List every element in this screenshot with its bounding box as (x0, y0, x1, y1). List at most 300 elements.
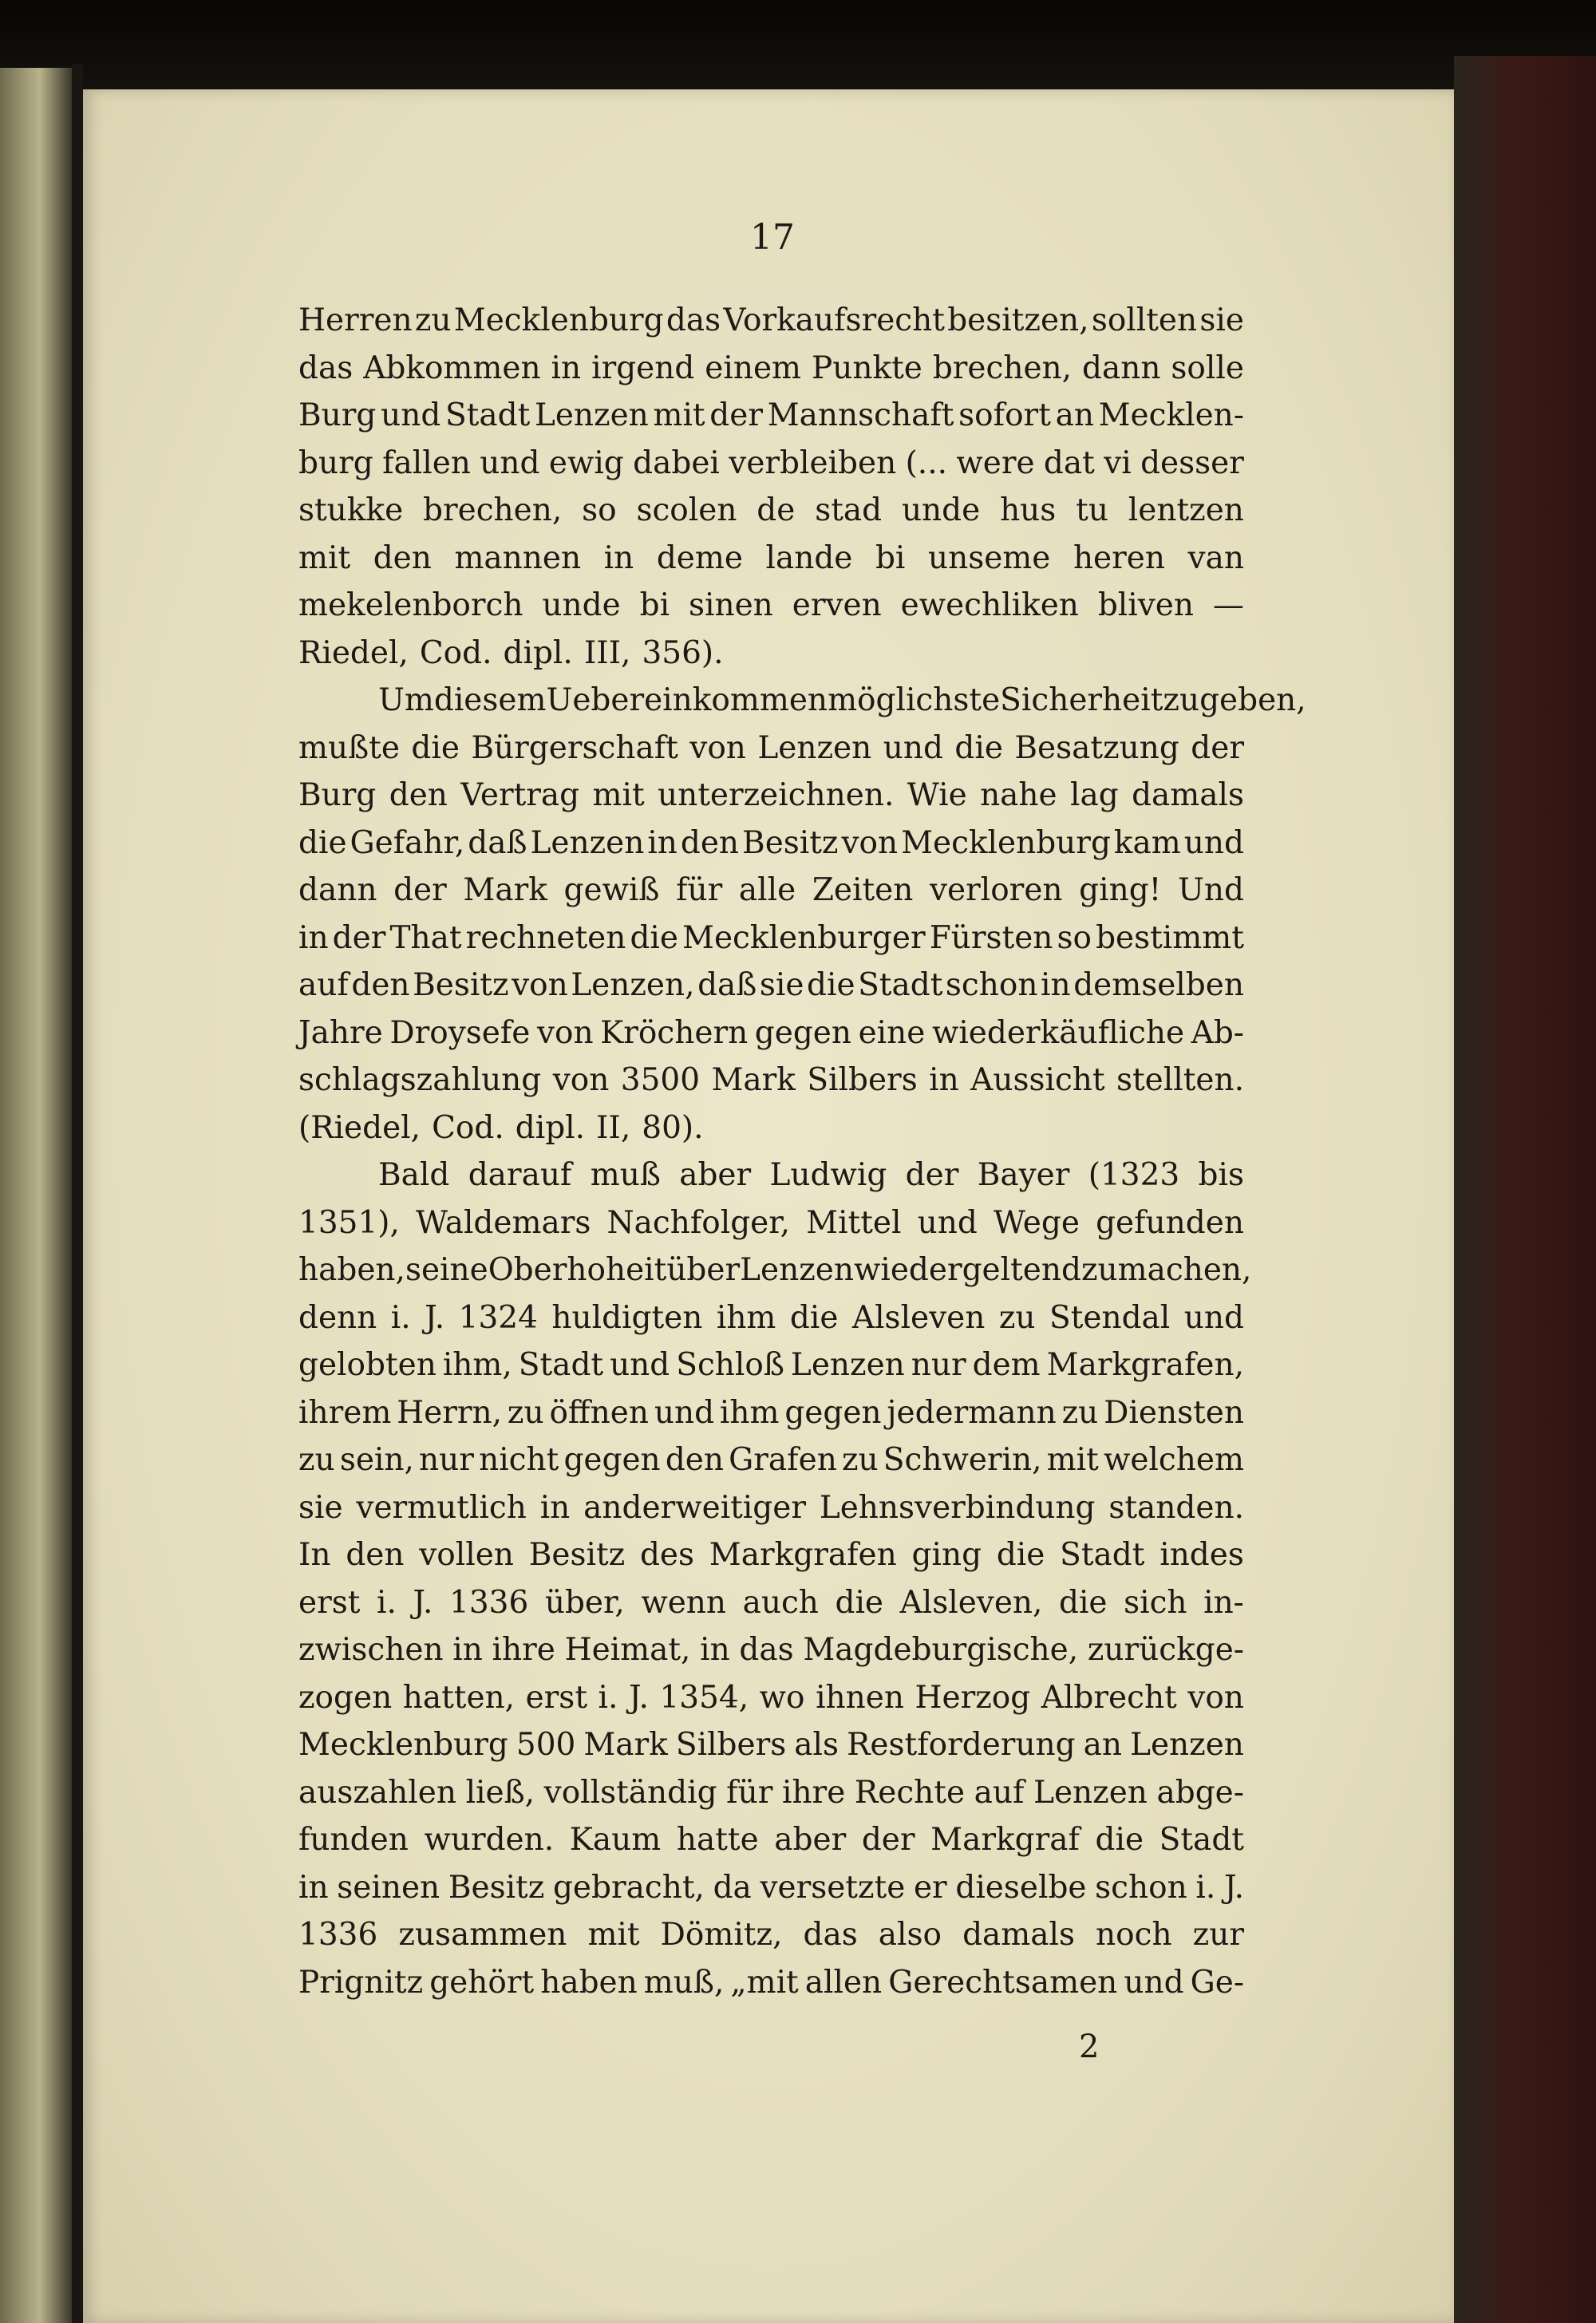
word: bliven (1097, 587, 1194, 623)
word: Stadt (1060, 1537, 1145, 1573)
word: ging (911, 1537, 982, 1573)
word: dieselbe (955, 1869, 1087, 1906)
text-line (298, 1769, 1244, 1817)
word: und (381, 397, 441, 433)
word: i. (390, 1299, 411, 1336)
word: verbleiben (729, 444, 897, 481)
word: der (861, 1822, 915, 1858)
word: Lenzen (790, 1347, 905, 1383)
word: hus (1000, 492, 1057, 528)
word: 3500 (620, 1062, 701, 1098)
word: wieder (853, 1252, 962, 1288)
word: van (1187, 539, 1244, 576)
word: das (666, 302, 721, 338)
word: auf (298, 967, 349, 1003)
word: auszahlen (298, 1774, 456, 1811)
word: in (647, 824, 678, 861)
word: (... (905, 444, 947, 481)
word: mekelenborch (298, 587, 523, 623)
word: hatte (676, 1822, 759, 1858)
word: zu (298, 1442, 335, 1478)
word: sich (1124, 1584, 1187, 1621)
text-line (298, 1009, 1244, 1057)
word: in (700, 1632, 730, 1668)
word: denn (298, 1299, 377, 1336)
word: bestimmt (1096, 919, 1244, 956)
word: muß (590, 1157, 661, 1193)
word: Grafen (729, 1442, 837, 1478)
text-line (298, 867, 1244, 915)
text-line (298, 1294, 1244, 1342)
word: Punkte (811, 350, 922, 386)
word: standen. (1108, 1489, 1244, 1526)
word: versetzte (760, 1869, 906, 1906)
word: Lenzen (740, 1252, 854, 1288)
word: Bürgerschaft (471, 729, 678, 766)
word: indes (1159, 1537, 1244, 1573)
word: Heimat, (564, 1632, 691, 1668)
text-line (298, 1152, 1244, 1199)
text-line (298, 1864, 1244, 1912)
word: damals (962, 1917, 1075, 1953)
word: gefunden (1096, 1204, 1244, 1241)
word: öffnen (549, 1394, 649, 1431)
previous-page-edge (0, 68, 72, 2323)
word: die (835, 1584, 884, 1621)
word: vermutlich (356, 1489, 527, 1526)
word: Prignitz (298, 1964, 424, 2001)
word: Markgraf (930, 1822, 1080, 1858)
word: vi (1104, 444, 1132, 481)
body-text (298, 297, 1306, 2006)
word: seine (405, 1252, 488, 1288)
word: Restforderung (847, 1727, 1076, 1763)
word: ewechliken (900, 587, 1079, 623)
word: i. (1195, 1869, 1216, 1906)
word: „mit (730, 1964, 799, 2001)
word: gelobten (298, 1347, 437, 1383)
word: heren (1073, 539, 1165, 576)
word: er (913, 1869, 947, 1906)
word: Alsleven, (899, 1584, 1043, 1621)
word: der (905, 1157, 959, 1193)
word: und (654, 1394, 715, 1431)
word: in (1041, 967, 1071, 1003)
word: Uebereinkommen (546, 682, 828, 718)
word: geben, (1199, 682, 1306, 718)
text-line (298, 962, 1244, 1009)
word: gegen (754, 1014, 852, 1051)
word: brechen, (423, 492, 563, 528)
word: Mittel (806, 1204, 902, 1241)
word: Um (378, 682, 434, 718)
word: dann (298, 872, 377, 908)
word: dabei (633, 444, 720, 481)
word: nur (419, 1442, 474, 1478)
word: mit (653, 397, 705, 433)
text-line (298, 1626, 1244, 1674)
word: Waldemars (416, 1204, 591, 1241)
word: haben (540, 1964, 638, 2001)
word: fallen (382, 444, 471, 481)
word: 80). (642, 1109, 704, 1146)
word: zu (998, 1299, 1036, 1336)
word: und (1183, 1299, 1244, 1336)
word: und (610, 1347, 670, 1383)
word: in (929, 1062, 959, 1098)
word: Burg (298, 777, 377, 813)
word: mannen (454, 539, 582, 576)
word: ihm (719, 1394, 780, 1431)
word: Droysefe (389, 1014, 531, 1051)
text-line (298, 1674, 1244, 1722)
word: gewiß (563, 872, 660, 908)
word: Mecklenburg (453, 302, 664, 338)
word: anderweitiger (583, 1489, 806, 1526)
word: deme (656, 539, 743, 576)
word: ihm, (442, 1347, 512, 1383)
word: huldigten (551, 1299, 703, 1336)
word: 1354, (659, 1679, 749, 1716)
word: in- (1203, 1584, 1244, 1621)
word: burg (298, 444, 373, 481)
word: unterzeichnen. (657, 777, 895, 813)
signature-mark: 2 (1079, 2029, 1100, 2065)
word: diesem (433, 682, 547, 718)
word: zu (1163, 682, 1200, 718)
word: von (552, 1062, 610, 1098)
word: an (1083, 1727, 1123, 1763)
word: Zeiten (812, 872, 914, 908)
word: und (917, 1204, 978, 1241)
word: besitzen, (947, 302, 1089, 338)
word: die (1058, 1584, 1108, 1621)
word: hatten, (402, 1679, 516, 1716)
word: das (298, 350, 354, 386)
word: verloren (929, 872, 1063, 908)
word: den (680, 824, 740, 861)
word: die (1095, 1822, 1144, 1858)
word: an (1055, 397, 1094, 433)
word: Gefahr, (350, 824, 465, 861)
text-line (298, 582, 1244, 630)
word: des (639, 1537, 695, 1573)
word: J. (413, 1584, 433, 1621)
word: Dömitz, (660, 1917, 783, 1953)
word: welchem (1103, 1442, 1244, 1478)
word: stellten. (1116, 1062, 1244, 1098)
word: Schloß (676, 1347, 784, 1383)
word: stad (815, 492, 883, 528)
word: von (1187, 1679, 1244, 1716)
word: dat (1043, 444, 1095, 481)
word: von (512, 967, 568, 1003)
word: (Riedel, (298, 1109, 421, 1146)
word: Stadt (444, 397, 531, 433)
word: Mecklenburger (682, 919, 926, 956)
text-line (298, 725, 1244, 772)
word: der (709, 397, 763, 433)
word: aber (679, 1157, 752, 1193)
word: ging! (1079, 872, 1162, 908)
text-line (298, 297, 1244, 345)
word: ihnen (816, 1679, 904, 1716)
word: de (757, 492, 796, 528)
word: in (452, 1632, 483, 1668)
word: den (346, 1537, 405, 1573)
word: vollen (419, 1537, 514, 1573)
word: Silbers (675, 1727, 787, 1763)
word: unde (542, 587, 621, 623)
word: zu (1080, 1252, 1118, 1288)
word: Ge- (1190, 1964, 1244, 2001)
word: wurden. (424, 1822, 555, 1858)
word: sinen (689, 587, 773, 623)
word: (1323 (1088, 1157, 1180, 1193)
word: auf (974, 1774, 1025, 1811)
word: unde (901, 492, 981, 528)
text-line (298, 1341, 1244, 1389)
word: J. (1223, 1869, 1244, 1906)
word: Mannschaft (767, 397, 954, 433)
word: Diensten (1104, 1394, 1244, 1431)
word: in (539, 1489, 571, 1526)
word: von (536, 1014, 594, 1051)
text-line (298, 1057, 1244, 1104)
binding-top (0, 0, 1596, 96)
word: Herren (298, 302, 413, 338)
word: dem (972, 1347, 1041, 1383)
text-line (298, 820, 1244, 867)
word: wenn (641, 1584, 727, 1621)
word: wiederkäufliche (931, 1014, 1185, 1051)
book-cover-edge (1454, 56, 1596, 2323)
word: geltend (962, 1252, 1081, 1288)
word: Mark (583, 1727, 668, 1763)
word: J. (425, 1299, 445, 1336)
word: kam (1113, 824, 1181, 861)
word: Burg (298, 397, 377, 433)
word: Cod. (419, 634, 492, 671)
word: gegen (563, 1442, 661, 1478)
text-line (298, 1816, 1244, 1864)
word: Kaum (569, 1822, 662, 1858)
word: That (389, 919, 462, 956)
word: die (996, 1537, 1045, 1573)
text-line (298, 1911, 1244, 1959)
word: mit (587, 1917, 640, 1953)
word: Besitz (742, 824, 839, 861)
word: zu (507, 1394, 544, 1431)
word: Kröchern (600, 1014, 749, 1051)
word: brechen, (932, 350, 1073, 386)
word: sein, (339, 1442, 414, 1478)
word: Aussicht (970, 1062, 1105, 1098)
word: Stadt (1159, 1822, 1244, 1858)
word: Vertrag (460, 777, 580, 813)
text-line (298, 535, 1244, 583)
word: Besitz (448, 1869, 545, 1906)
page-number: 17 (750, 217, 795, 258)
word: desser (1140, 444, 1244, 481)
word: Lenzen, (571, 967, 695, 1003)
word: Bayer (977, 1157, 1070, 1193)
word: erst (525, 1679, 587, 1716)
text-line (298, 630, 1244, 678)
text-line (298, 915, 1244, 962)
word: die (298, 824, 347, 861)
word: Besatzung (1014, 729, 1179, 766)
word: 356). (642, 634, 724, 671)
word: die (630, 919, 678, 956)
book-spine (72, 64, 83, 2323)
word: haben, (298, 1252, 405, 1288)
word: und (1183, 824, 1244, 861)
word: zur (1192, 1917, 1244, 1953)
word: in (551, 350, 582, 386)
word: ihrem (298, 1394, 392, 1431)
word: erven (792, 587, 882, 623)
word: ließ, (465, 1774, 535, 1811)
word: sofort (958, 397, 1051, 433)
word: Nachfolger, (606, 1204, 791, 1241)
word: so (582, 492, 617, 528)
word: Markgrafen (709, 1537, 897, 1573)
word: i. (598, 1679, 618, 1716)
word: seinen (337, 1869, 440, 1906)
text-line (298, 1721, 1244, 1769)
word: muß, (643, 1964, 725, 2001)
text-line (298, 677, 1306, 725)
word: Sicherheit (1000, 682, 1163, 718)
word: irgend (591, 350, 695, 386)
word: für (676, 872, 723, 908)
word: schon (1095, 1869, 1187, 1906)
word: schlagszahlung (298, 1062, 542, 1098)
text-line (298, 440, 1244, 488)
word: bi (875, 539, 906, 576)
word: sie (298, 1489, 343, 1526)
word: einem (705, 350, 802, 386)
text-line (298, 772, 1244, 820)
word: das (739, 1632, 794, 1668)
word: und (883, 729, 943, 766)
text-line (298, 1959, 1244, 2007)
word: Stadt (518, 1347, 604, 1383)
word: Herzog (915, 1679, 1031, 1716)
text-line (298, 1104, 1244, 1152)
word: mit (592, 777, 645, 813)
text-line (298, 1531, 1244, 1579)
word: noch (1096, 1917, 1172, 1953)
word: dipl. (515, 1109, 586, 1146)
word: demselben (1073, 967, 1244, 1003)
word: Wie (907, 777, 967, 813)
word: Lehnsverbindung (819, 1489, 1096, 1526)
word: 1351), (298, 1204, 400, 1241)
word: Jahre (298, 1014, 383, 1051)
word: II, (596, 1109, 631, 1146)
text-line (298, 1389, 1244, 1437)
word: Mecklenburg (298, 1727, 508, 1763)
word: — (1212, 587, 1244, 623)
word: vollständig (543, 1774, 717, 1811)
word: stukke (298, 492, 404, 528)
word: in (298, 919, 329, 956)
word: ewig (548, 444, 624, 481)
word: von (841, 824, 899, 861)
word: den (373, 539, 432, 576)
word: die (411, 729, 460, 766)
word: jedermann (887, 1394, 1057, 1431)
text-line (298, 487, 1244, 535)
word: gegen (784, 1394, 882, 1431)
word: tu (1076, 492, 1108, 528)
word: In (298, 1537, 331, 1573)
word: mußte (298, 729, 400, 766)
word: Cod. (432, 1109, 504, 1146)
word: zu (841, 1442, 879, 1478)
word: scolen (636, 492, 737, 528)
word: Lenzen (534, 397, 649, 433)
word: auch (742, 1584, 819, 1621)
word: also (878, 1917, 942, 1953)
word: Stendal (1049, 1299, 1171, 1336)
word: Rechte (854, 1774, 966, 1811)
word: Wege (993, 1204, 1080, 1241)
word: Bald (378, 1157, 450, 1193)
word: Schwerin, (883, 1442, 1042, 1478)
word: Lenzen (1033, 1774, 1148, 1811)
word: Oberhoheit (488, 1252, 667, 1288)
word: gebracht, (552, 1869, 705, 1906)
word: Lenzen (530, 824, 645, 861)
word: lentzen (1128, 492, 1244, 528)
word: möglichste (828, 682, 1001, 718)
word: Abkommen (363, 350, 541, 386)
word: Besitz (413, 967, 509, 1003)
word: erst (298, 1584, 361, 1621)
word: gehört (429, 1964, 535, 2001)
word: zogen (298, 1679, 393, 1716)
word: eine (858, 1014, 926, 1051)
word: J. (628, 1679, 649, 1716)
word: funden (298, 1822, 409, 1858)
word: sie (1199, 302, 1244, 338)
word: 500 (516, 1727, 576, 1763)
word: nicht (479, 1442, 559, 1478)
word: mit (1046, 1442, 1099, 1478)
word: der (1191, 729, 1244, 766)
word: über, (544, 1584, 625, 1621)
word: über (666, 1252, 741, 1288)
word: die (789, 1299, 839, 1336)
word: so (1057, 919, 1092, 956)
word: alle (738, 872, 796, 908)
word: Riedel, (298, 634, 409, 671)
word: zu (414, 302, 452, 338)
word: Mecklen- (1098, 397, 1244, 433)
text-line (298, 1579, 1244, 1627)
word: wo (759, 1679, 805, 1716)
word: Gerechtsamen (888, 1964, 1118, 2001)
word: der (393, 872, 447, 908)
text-line (298, 1246, 1252, 1294)
word: daß (697, 967, 757, 1003)
word: allen (804, 1964, 883, 2001)
word: der (332, 919, 386, 956)
word: das (803, 1917, 858, 1953)
